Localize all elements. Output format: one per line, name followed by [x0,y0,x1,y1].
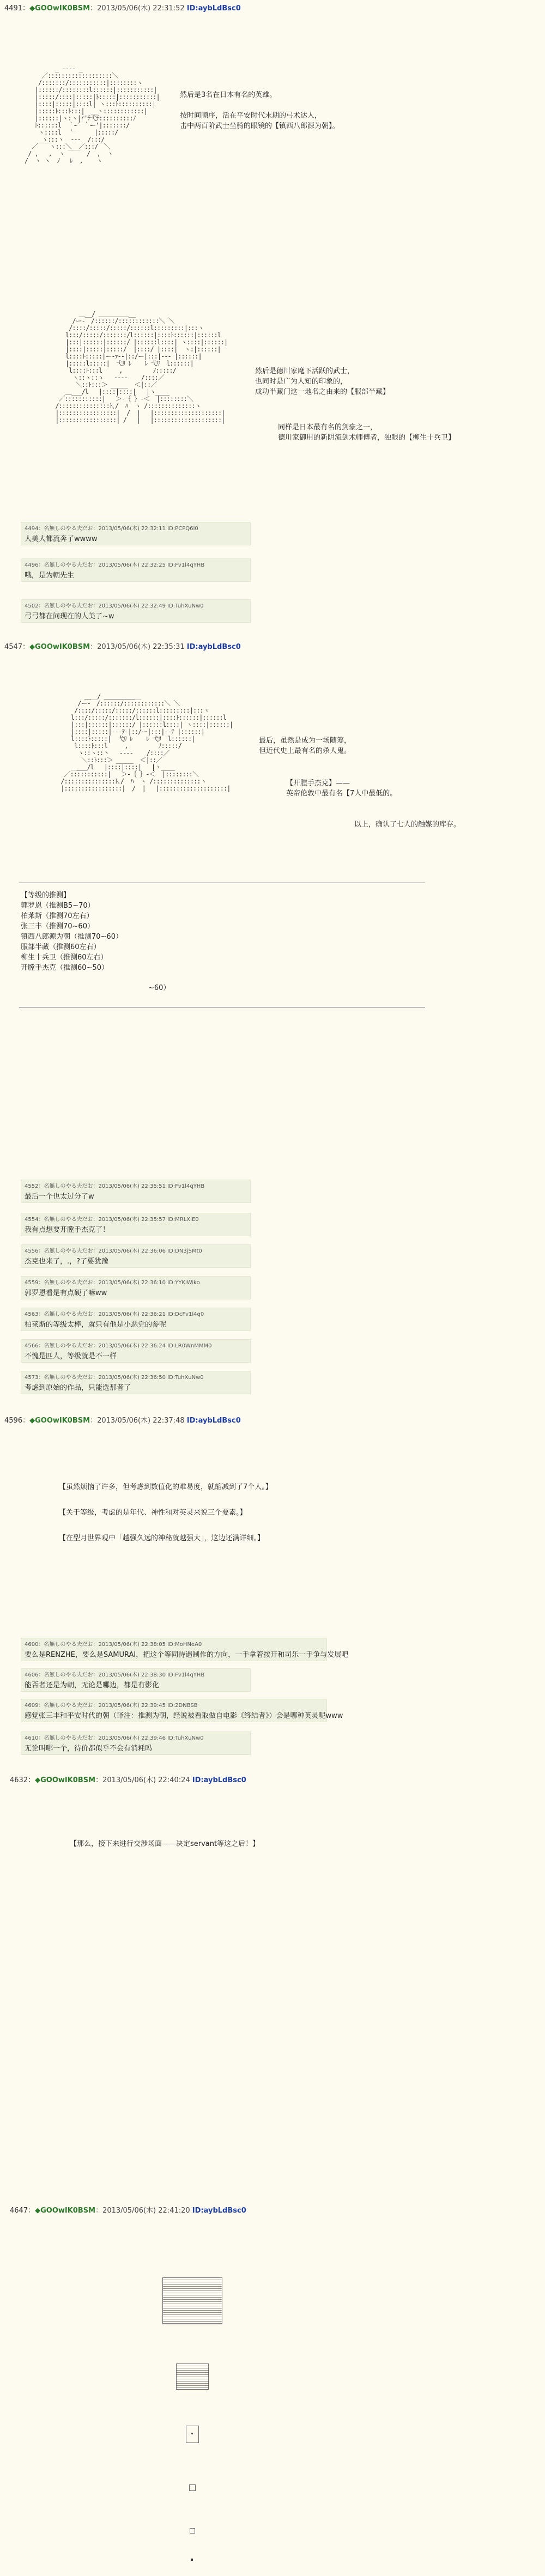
response-body: 哦，是为朝先生 [25,572,75,580]
response-body: 最后一个也太过分了w [25,1193,94,1201]
response-block [21,1638,349,1661]
response-header[interactable]: 4609：名無しのやる夫だお：2013/05/06(木) 22:39:45 ID:2DNBSB [25,1703,198,1709]
box-art-tiny [189,2484,196,2491]
post-text: 以上，确认了七人的触媒的库存。 [354,821,461,829]
response-header[interactable]: 4559：名無しのやる夫だお：2013/05/06(木) 22:36:10 ID:YYKiWiko [25,1280,200,1286]
box-art-medium [176,2364,209,2390]
response-block [21,1308,251,1331]
post-text: 最后，虽然是成为一场随筹， 但近代史上最有名的杀人鬼。 [259,737,352,755]
poster-id[interactable]: ID:aybLdBsc0 [186,4,241,13]
post-date: ：2013/05/06(木) 22:37:48 [90,1417,185,1425]
ranking-list [21,890,123,973]
response-header[interactable]: 4556：名無しのやる夫だお：2013/05/06(木) 22:36:06 ID:DN3jSMt0 [25,1248,202,1254]
ascii-art-figure: ＿__/ ＿＿＿＿＿__ /ー‐￣/::::::/::::::::::::＼ ＼ /::::/:::::/:::::/::::::l:::::::::|:::ヽ l:::/:::::/:::::::/l::::::|::::ﾄ::::::|::::::l |:::|::::::|::::::/ |::::::l::::| ヽ::::|::::::| |::::|:::::|:::::/ |::::/ |::::| ヽ:|::::::| l::::ﾄ:::::|ー‐ｧ‐‐|::/ー|:::|‐‐‐ |::::::| |:::::l:::::| 弋ﾘ ﾚ ﾚ 弋ﾘ l::::::| l::::ﾄ:::l , ﾉ:::::/ ヽ::ヽ::ヽ ‐‐‐‐ /::::／ ＼::ﾄ:::＞ _____ ＜|::／ ＿___/l |::::|::::| |ヽ____ ／:::::::::::| ＞‐｛ ｝‐＜ |::::::::＼ /:::::::::::::::ﾄ､/ ﾊ ヽ /::::::::::::::ヽ |:::::::::::::::::| / | |::::::::::::::::::::| |:::::::::::::::::| / | |::::::::::::::::::::| [55,310,228,424]
response-block [21,1180,251,1203]
response-header[interactable]: 4606：名無しのやる夫だお：2013/05/06(木) 22:38:30 ID:Fv1l4qYHB [25,1672,205,1678]
response-body: 我有点想要开膛手杰克了！ [25,1226,110,1234]
post-text: 【虽然烦恼了许多，但考虑到数值化的难易度，就缩减到了7个人。】 【关于等级，考虑的是年代、神性和对英灵来说三个要素。】 【在型月世界观中「越强久远的神秘就越强大」，这边还满详细。】 [59,1483,272,1542]
poster-id[interactable]: ID:aybLdBsc0 [186,643,241,651]
post-number[interactable]: 4547 [4,643,23,651]
response-block [21,1276,251,1299]
response-body: 要么是RENZHE，要么是SAMURAI，把这个等同待遇制作的方向，一手拿着按开和司乐一手争与发展吧 [25,1651,349,1659]
response-body: 能否者还是为朝，无论是哪边，都是有影化 [25,1681,160,1690]
poster-name: ◆GOOwIK0BSM [29,643,90,651]
response-body: 考虑到原始的作品，只能选那者了 [25,1384,131,1392]
response-block [21,1668,251,1692]
post-number[interactable]: 4632 [10,1776,28,1784]
response-block [21,1213,251,1236]
response-header[interactable]: 4563：名無しのやる夫だお：2013/05/06(木) 22:36:21 ID:DcFv1l4q0 [25,1311,204,1317]
response-header[interactable]: 4502：名無しのやる夫だお：2013/05/06(木) 22:32:49 ID:TuhXuNw0 [25,603,204,609]
post-text: 同样是日本最有名的剑豪之一， 德川家御用的新阴流剑术师傅者，独眼的【柳生十兵卫】 [278,423,456,442]
post-number[interactable]: 4596 [4,1417,23,1425]
response-header[interactable]: 4496：名無しのやる夫だお：2013/05/06(木) 22:32:25 ID:Fv1l4qYHB [25,562,205,568]
response-header[interactable]: 4573：名無しのやる夫だお：2013/05/06(木) 22:36:50 ID:TuhXuNw0 [25,1375,204,1381]
ascii-art-figure: _ ‐‐‐‐ _ ／:::::::::::::::::::＼ /:::::::/:::::::::::|::::::::ヽ |::::::/::::::::l::::::|:::::::::::| |:::::/::::|:::::|ﾄ:::::|:::::::::::| |::::|:::::|::::l| ヽ:::ﾄ::::::::::| |:::::ﾄ:::ﾄ:::| ＿ヽ::::::::::::| |::::::|ヽ:ヽ|r'ﾃ弋ﾃ::::::::::ﾉ ﾄ::::::l ｀ｰ´ ｀ー'|:::::::/ ヽ::::l ﹂ |:::::/ ヽ:::ヽ ‐‐‐ /:::/ ／￣￣ヽ:::＼__／:::/￣＼ / , , ヽ ￣￣ / , ヽ / ヽ ヽ ﾉ ﾚ , ヽ [25,65,160,165]
response-block [21,1731,251,1755]
response-block [21,1244,251,1268]
post-date: ：2013/05/06(木) 22:40:24 [95,1776,190,1784]
response-body: 不愧是匹人，等级就是不一样 [25,1352,117,1360]
response-body: 人美大都流奔了wwww [25,535,98,543]
response-body: 柏莱斯的等级太棒，就只有他是小恶党的参呢 [25,1321,167,1329]
ranking-item: 开膛手杰克（推测60~50） [21,964,108,972]
poster-name: ◆GOOwIK0BSM [35,2207,96,2215]
poster-id[interactable]: ID:aybLdBsc0 [186,1417,241,1425]
ranking-item: 柏莱斯（推测70左右） [21,912,94,920]
post-text: 【那么，接下来进行交涉场面——决定servant等这之后！】 [70,1840,260,1848]
post-header: 4547：◆GOOwIK0BSM：2013/05/06(木) 22:35:31 ID:aybLdBsc0 [4,643,241,651]
ranking-item: 郭罗恩（推测B5~70） [21,902,95,910]
response-body: 无论叫哪一个，待价都似乎不会有消耗吗 [25,1745,153,1753]
response-body: 弓弓都在问现在的人美了~w [25,612,114,621]
post-number[interactable]: 4491 [4,4,23,13]
response-block [21,558,251,582]
response-block [21,599,251,623]
response-block [21,522,251,545]
post-text: 然后是3名在日本有名的英雄。 按时间顺序，活在平安时代末期的弓术达人， 击中两百阶武士坐骑的眼镜的【镇西八郎源为朝】。 [180,91,340,130]
response-body: 杰克也来了，.，?了要犹豫 [25,1257,109,1266]
response-header[interactable]: 4566：名無しのやる夫だお：2013/05/06(木) 22:36:24 ID:LR0WnMMM0 [25,1343,212,1349]
ranking-title: 【等级的推测】 [21,891,71,900]
response-block [21,1699,343,1722]
post-header: 4632：◆GOOwIK0BSM：2013/05/06(木) 22:40:24 ID:aybLdBsc0 [10,1776,246,1784]
ranking-item: 服部半藏（推测60左右） [21,943,101,951]
post-number[interactable]: 4647 [10,2207,28,2215]
post-header: 4596：◆GOOwIK0BSM：2013/05/06(木) 22:37:48 ID:aybLdBsc0 [4,1417,241,1425]
box-art-tinier [190,2528,195,2534]
poster-name: ◆GOOwIK0BSM [29,4,90,13]
response-body: 感觉张三丰和平安时代的朝（译注：推测为朝，经说被看取做自电影《终结者》）会是哪种英灵呢www [25,1712,343,1720]
response-header[interactable]: 4600：名無しのやる夫だお：2013/05/06(木) 22:38:05 ID:MoHNeA0 [25,1642,202,1648]
response-body: 郭罗恩看是有点硬了嘛ww [25,1289,107,1297]
post-text: 【开膛手杰克】—— 英帝伦敦中最有名【7人中最低的。 [286,779,397,798]
post-date: ：2013/05/06(木) 22:35:31 [90,643,185,651]
ranking-item: 柳生十兵卫（推测60左右） [21,953,108,962]
post-header: 4647：◆GOOwIK0BSM：2013/05/06(木) 22:41:20 ID:aybLdBsc0 [10,2207,246,2215]
poster-id[interactable]: ID:aybLdBsc0 [192,2207,246,2215]
response-header[interactable]: 4552：名無しのやる夫だお：2013/05/06(木) 22:35:51 ID:Fv1l4qYHB [25,1183,205,1189]
response-header[interactable]: 4554：名無しのやる夫だお：2013/05/06(木) 22:35:57 ID:MRLXiE0 [25,1217,199,1223]
response-block [21,1339,251,1363]
ranking-item: 张三丰（推测70~60） [21,922,94,931]
poster-id[interactable]: ID:aybLdBsc0 [192,1776,246,1784]
ascii-art-figure: ＿__/ ＿＿＿＿＿__ /ー‐￣/::::::/::::::::::::＼ ＼ /::::/:::::/:::::/::::::l:::::::::|:::ヽ l:::/:::::/:::::::/l::::::|::::ﾄ::::::|::::::l |:::|::::::|::::::/ |::::::l::::| ヽ::::|::::::| |::::|:::::|‐‐‐ﾃ‐|::/ー|:::|‐‐ﾃ |::::::| l::::ﾄ:::::| 弋ﾘ ﾚ ﾚ 弋ﾘ l::::::| l::::ﾄ:::l , ﾉ:::::/ ヽ::ヽ::ヽ ‐‐‐‐ /::::／ ＼::ﾄ:::＞ _____ ＜|::／ ＿___/l |::::|::::| |ヽ____ ／:::::::::::| ＞‐｛ ｝‐＜ |::::::::＼ /:::::::::::::::ﾄ､/ ﾊ ヽ /::::::::::::::ヽ |:::::::::::::::::| / | |::::::::::::::::::::| [60,692,233,792]
poster-name: ◆GOOwIK0BSM [35,1776,96,1784]
box-art-small [186,2426,199,2443]
response-block [21,1371,251,1394]
response-header[interactable]: 4610：名無しのやる夫だお：2013/05/06(木) 22:39:46 ID:TuhXuNw0 [25,1735,204,1741]
post-header: 4491：◆GOOwIK0BSM：2013/05/06(木) 22:31:52 ID:aybLdBsc0 [4,4,241,13]
post-date: ：2013/05/06(木) 22:41:20 [95,2207,190,2215]
response-header[interactable]: 4494：名無しのやる夫だお：2013/05/06(木) 22:32:11 ID:PCPQ6I0 [25,526,198,532]
post-date: ：2013/05/06(木) 22:31:52 [90,4,185,13]
poster-name: ◆GOOwIK0BSM [29,1417,90,1425]
dot-art [191,2559,193,2561]
ranking-note: ~60） [148,984,171,992]
ranking-item: 镇西八郎源为朝（推测70~60） [21,933,123,941]
box-art-large [162,2277,222,2324]
post-text: 然后是德川家麾下活跃的武士， 也同时是广为人知的印象的， 成功半藏门这一地名之由来的【服部半藏】 [255,367,390,396]
